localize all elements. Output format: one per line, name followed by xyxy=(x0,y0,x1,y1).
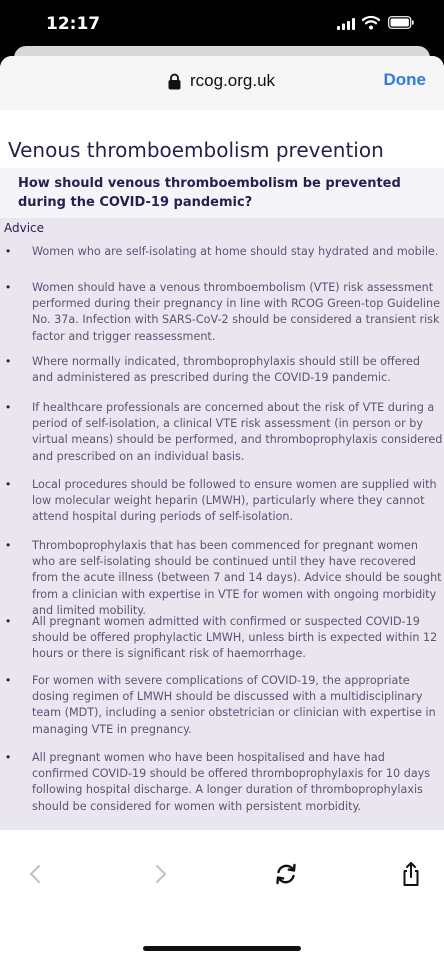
battery-icon xyxy=(388,16,414,29)
status-bar xyxy=(0,0,444,50)
bullet-dot: • xyxy=(6,354,11,368)
advice-text: All pregnant women who have been hospitalised and have had confirmed COVID-19 should be offered thromboprophylaxis for 10 days following hospital discharge. A longer duration of thromboprophylaxis should be considered for women with persistent morbidity. xyxy=(32,751,431,813)
advice-text: If healthcare professionals are concerned about the risk of VTE during a period of self-isolation, a clinical VTE risk assessment (in person or by virtual means) should be performed, and thromboprophylaxis considered and prescribed on an individual basis. xyxy=(32,401,443,463)
done-button[interactable]: Done xyxy=(383,70,426,89)
bullet-dot: • xyxy=(6,538,11,552)
bullet-dot: • xyxy=(6,477,11,491)
advice-heading: Advice xyxy=(4,221,45,235)
status-time: 12:17 xyxy=(46,14,101,34)
bullet-dot: • xyxy=(6,244,11,258)
back-icon[interactable] xyxy=(22,860,50,888)
url-text[interactable]: rcog.org.uk xyxy=(190,71,276,90)
lock-icon xyxy=(168,73,181,90)
advice-text: Women should have a venous thromboembolism (VTE) risk assessment performed during their pregnancy in line with RCOG Green-top Guideline No. 37a. Infection with SARS-CoV-2 should be considered a transient risk factor and trigger reassessment. xyxy=(32,281,440,343)
bullet-dot: • xyxy=(6,673,11,687)
question-text: How should venous thromboembolism be prevented during the COVID-19 pandemic? xyxy=(18,176,401,210)
advice-text: All pregnant women admitted with confirmed or suspected COVID-19 should be offered prophylactic LMWH, unless birth is expected within 12 hours or there is significant risk of haemorrhage. xyxy=(32,615,438,661)
advice-text: Women who are self-isolating at home should stay hydrated and mobile. xyxy=(32,245,439,258)
forward-icon[interactable] xyxy=(146,860,174,888)
browser-nav-bar xyxy=(0,56,444,110)
page-title: Venous thromboembolism prevention xyxy=(8,138,384,162)
advice-text: For women with severe complications of COVID-19, the appropriate dosing regimen of LMWH should be discussed with a multidisciplinary team (MDT), including a senior obstetrician or clinician with expertise in managing VTE in pregnancy. xyxy=(32,674,436,736)
wifi-icon xyxy=(362,15,380,30)
advice-text: Local procedures should be followed to ensure women are supplied with low molecular weight heparin (LMWH), particularly where they cannot attend hospital during periods of self-isolation. xyxy=(32,478,437,524)
browser-toolbar xyxy=(0,830,444,960)
bullet-dot: • xyxy=(6,750,11,764)
share-icon[interactable] xyxy=(397,860,425,888)
page-content xyxy=(0,110,444,830)
cellular-signal-icon xyxy=(337,18,355,30)
advice-panel xyxy=(0,218,444,830)
bullet-dot: • xyxy=(6,400,11,414)
advice-text: Where normally indicated, thromboprophylaxis should still be offered and administered as prescribed during the COVID-19 pandemic. xyxy=(32,355,420,385)
bullet-dot: • xyxy=(6,280,11,294)
advice-text: Thromboprophylaxis that has been commenced for pregnant women who are self-isolating should be continued until they have recovered from the acute illness (between 7 and 14 days). Advice should be sought from a clinician with expertise in VTE for women with ongoing morbidity and limited mobility. xyxy=(32,539,442,617)
reload-icon[interactable] xyxy=(272,860,300,888)
browser-sheet xyxy=(0,56,444,960)
question-box xyxy=(0,168,444,218)
home-indicator[interactable] xyxy=(143,946,301,951)
bullet-dot: • xyxy=(6,614,11,628)
